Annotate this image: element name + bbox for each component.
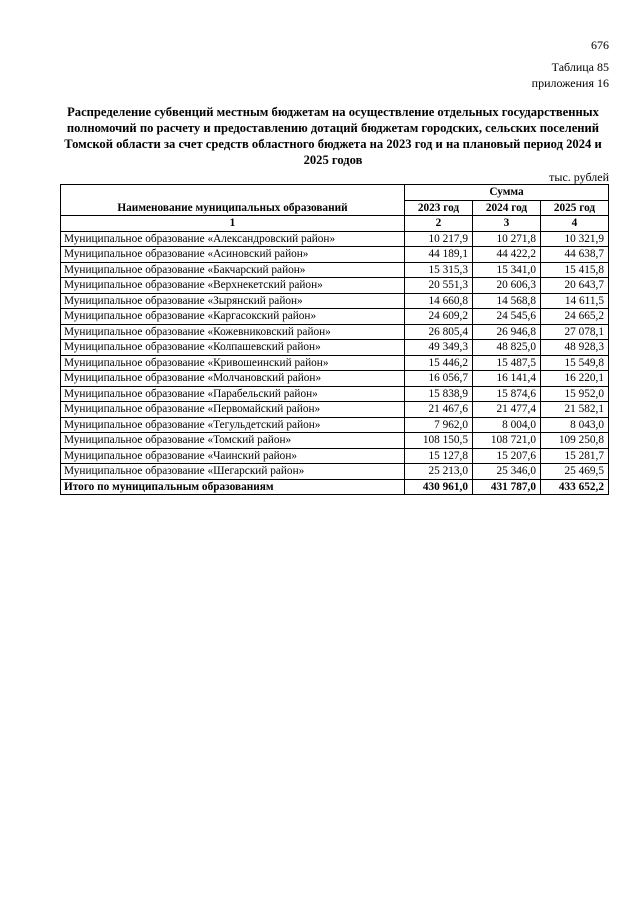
amount-2024: 24 545,6 <box>473 309 541 325</box>
amount-2023: 49 349,3 <box>405 340 473 356</box>
amount-2024: 108 721,0 <box>473 433 541 449</box>
header-municipality-name: Наименование муниципальных образований <box>61 185 405 216</box>
amount-2025: 24 665,2 <box>541 309 609 325</box>
amount-2025: 15 281,7 <box>541 448 609 464</box>
amount-2024: 16 141,4 <box>473 371 541 387</box>
header-sum: Сумма <box>405 185 609 201</box>
amount-2023: 108 150,5 <box>405 433 473 449</box>
municipality-name: Муниципальное образование «Каргасокский район» <box>61 309 405 325</box>
amount-2025: 21 582,1 <box>541 402 609 418</box>
total-row <box>61 479 609 495</box>
municipality-name: Муниципальное образование «Томский район» <box>61 433 405 449</box>
header-year-2025: 2025 год <box>541 200 609 216</box>
amount-2024: 48 825,0 <box>473 340 541 356</box>
amount-2025: 8 043,0 <box>541 417 609 433</box>
table-number: Таблица 85 <box>551 60 609 74</box>
amount-2024: 15 207,6 <box>473 448 541 464</box>
municipality-name: Муниципальное образование «Бакчарский район» <box>61 262 405 278</box>
municipality-name: Муниципальное образование «Парабельский район» <box>61 386 405 402</box>
municipality-name: Муниципальное образование «Тегульдетский район» <box>61 417 405 433</box>
municipality-name: Муниципальное образование «Колпашевский район» <box>61 340 405 356</box>
total-2025: 433 652,2 <box>541 479 609 495</box>
amount-2024: 10 271,8 <box>473 231 541 247</box>
total-2023: 430 961,0 <box>405 479 473 495</box>
municipality-name: Муниципальное образование «Кожевниковский район» <box>61 324 405 340</box>
units-label: тыс. рублей <box>549 170 609 184</box>
amount-2025: 20 643,7 <box>541 278 609 294</box>
amount-2023: 15 315,3 <box>405 262 473 278</box>
amount-2025: 14 611,5 <box>541 293 609 309</box>
amount-2023: 24 609,2 <box>405 309 473 325</box>
table-row <box>61 247 609 263</box>
page-number: 676 <box>591 38 609 52</box>
amount-2024: 15 487,5 <box>473 355 541 371</box>
amount-2025: 27 078,1 <box>541 324 609 340</box>
amount-2024: 8 004,0 <box>473 417 541 433</box>
table-row <box>61 433 609 449</box>
total-2024: 431 787,0 <box>473 479 541 495</box>
total-label: Итого по муниципальным образованиям <box>61 479 405 495</box>
column-index-row <box>61 216 609 232</box>
amount-2023: 15 446,2 <box>405 355 473 371</box>
table-row <box>61 417 609 433</box>
column-index: 3 <box>473 216 541 232</box>
table-row <box>61 309 609 325</box>
amount-2023: 25 213,0 <box>405 464 473 480</box>
amount-2023: 21 467,6 <box>405 402 473 418</box>
amount-2025: 10 321,9 <box>541 231 609 247</box>
amount-2023: 7 962,0 <box>405 417 473 433</box>
header-year-2023: 2023 год <box>405 200 473 216</box>
column-index: 1 <box>61 216 405 232</box>
amount-2024: 14 568,8 <box>473 293 541 309</box>
amount-2024: 25 346,0 <box>473 464 541 480</box>
table-row <box>61 386 609 402</box>
subsidy-table <box>60 184 609 495</box>
table-row <box>61 355 609 371</box>
amount-2023: 15 127,8 <box>405 448 473 464</box>
municipality-name: Муниципальное образование «Зырянский район» <box>61 293 405 309</box>
header-year-2024: 2024 год <box>473 200 541 216</box>
amount-2025: 109 250,8 <box>541 433 609 449</box>
table-row <box>61 340 609 356</box>
table-row <box>61 262 609 278</box>
column-index: 2 <box>405 216 473 232</box>
municipality-name: Муниципальное образование «Первомайский район» <box>61 402 405 418</box>
amount-2025: 15 415,8 <box>541 262 609 278</box>
municipality-name: Муниципальное образование «Кривошеинский район» <box>61 355 405 371</box>
appendix-reference: приложения 16 <box>531 76 609 90</box>
municipality-name: Муниципальное образование «Верхнекетский район» <box>61 278 405 294</box>
table-row <box>61 293 609 309</box>
document-title: Распределение субвенций местным бюджетам на осуществление отдельных государственных полномочий по расчету и предоставлению дотаций бюджетам городских, сельских поселений Томской области за счет средств областного бюджета на 2023 год и на плановый период 2024 и 2025 годов <box>64 105 602 167</box>
table-row <box>61 448 609 464</box>
table-row <box>61 402 609 418</box>
amount-2024: 15 874,6 <box>473 386 541 402</box>
amount-2023: 20 551,3 <box>405 278 473 294</box>
municipality-name: Муниципальное образование «Александровский район» <box>61 231 405 247</box>
amount-2024: 21 477,4 <box>473 402 541 418</box>
table-row <box>61 278 609 294</box>
table-row <box>61 371 609 387</box>
municipality-name: Муниципальное образование «Шегарский район» <box>61 464 405 480</box>
amount-2024: 26 946,8 <box>473 324 541 340</box>
amount-2025: 15 549,8 <box>541 355 609 371</box>
amount-2024: 44 422,2 <box>473 247 541 263</box>
amount-2025: 16 220,1 <box>541 371 609 387</box>
amount-2023: 14 660,8 <box>405 293 473 309</box>
table-row <box>61 324 609 340</box>
table-row <box>61 464 609 480</box>
amount-2025: 44 638,7 <box>541 247 609 263</box>
header-row-1 <box>61 185 609 201</box>
amount-2024: 15 341,0 <box>473 262 541 278</box>
column-index: 4 <box>541 216 609 232</box>
amount-2025: 48 928,3 <box>541 340 609 356</box>
municipality-name: Муниципальное образование «Асиновский район» <box>61 247 405 263</box>
table-reference <box>532 59 609 91</box>
amount-2023: 26 805,4 <box>405 324 473 340</box>
amount-2023: 10 217,9 <box>405 231 473 247</box>
municipality-name: Муниципальное образование «Чаинский район» <box>61 448 405 464</box>
amount-2025: 25 469,5 <box>541 464 609 480</box>
amount-2023: 15 838,9 <box>405 386 473 402</box>
table-row <box>61 231 609 247</box>
amount-2023: 16 056,7 <box>405 371 473 387</box>
municipality-name: Муниципальное образование «Молчановский район» <box>61 371 405 387</box>
amount-2023: 44 189,1 <box>405 247 473 263</box>
amount-2024: 20 606,3 <box>473 278 541 294</box>
amount-2025: 15 952,0 <box>541 386 609 402</box>
